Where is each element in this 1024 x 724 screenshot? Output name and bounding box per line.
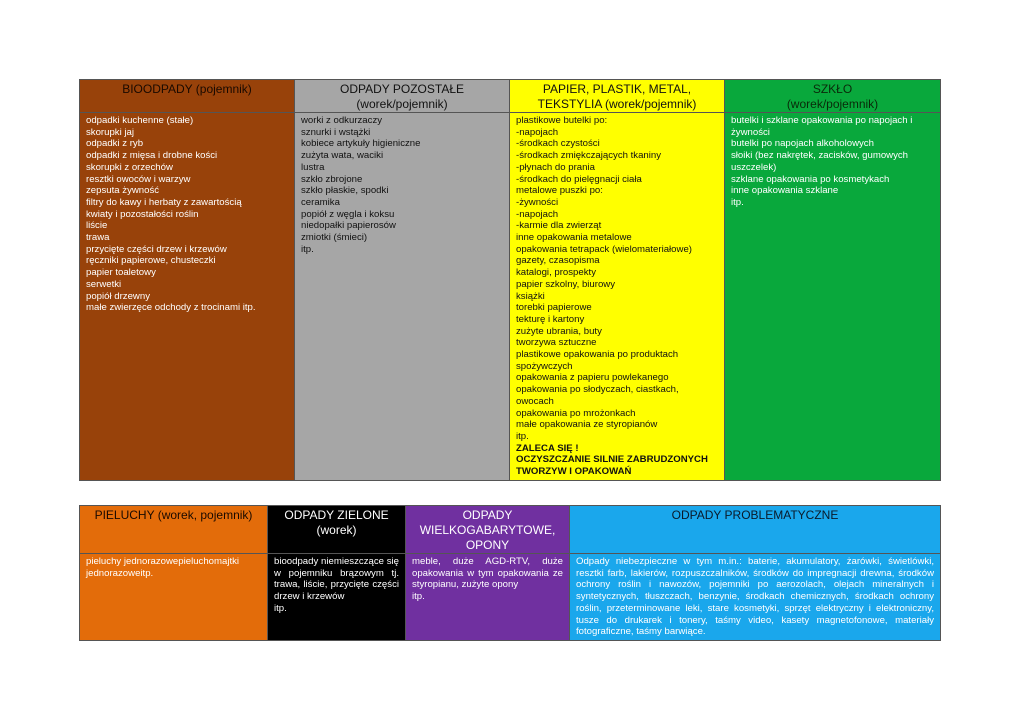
header-odpady-zielone: ODPADY ZIELONE (worek): [268, 506, 406, 554]
papier-list-item: plastikowe butelki po:: [516, 115, 608, 126]
bio-list-item: zepsuta żywność: [86, 185, 160, 197]
header-pieluchy: PIELUCHY (worek, pojemnik): [80, 506, 268, 554]
papier-list-item: -środkach do pielęgnacji ciała: [516, 173, 642, 185]
bio-items-cell: [80, 113, 295, 481]
papier-list-item: metalowe puszki po:: [516, 185, 603, 197]
problem-cell: [570, 554, 941, 641]
papier-list-item: torebki papierowe: [516, 302, 592, 314]
waste-table-main: [79, 79, 941, 481]
bio-list-item: odpadki z ryb: [86, 138, 144, 150]
wielko-cell: [406, 554, 570, 641]
papier-list-item: książki: [516, 290, 545, 302]
papier-list-item: małe opakowania ze styropianów: [516, 419, 658, 431]
papier-list-item: opakowania po mrożonkach: [516, 407, 636, 419]
pozostale-list-item: popiół z węgla i koksu: [301, 208, 395, 220]
waste-table-secondary: [79, 505, 941, 641]
papier-list-item: -napojach: [516, 208, 559, 220]
bio-list-item: odpadki kuchenne (stałe): [86, 115, 194, 126]
papier-list-item: itp.: [516, 430, 529, 442]
bio-list-item: małe zwierzęce odchody z trocinami itp.: [86, 302, 256, 314]
header-odpady-pozostale: ODPADY POZOSTAŁE (worek/pojemnik): [295, 80, 510, 113]
papier-list-item: opakowania z papieru powlekanego: [516, 372, 669, 384]
bio-list-item: skorupki jaj: [86, 126, 134, 138]
pozostale-list-item: niedopałki papierosów: [301, 220, 396, 232]
bio-list-item: trawa: [86, 232, 110, 244]
bio-list-item: serwetki: [86, 278, 122, 290]
papier-list-item: inne opakowania metalowe: [516, 232, 632, 244]
papier-list-item: -karmie dla zwierząt: [516, 220, 602, 232]
bio-list-item: filtry do kawy i herbaty z zawartością: [86, 196, 242, 208]
papier-list-item: -środkach czystości: [516, 138, 600, 150]
bio-list-item: odpadki z mięsa i drobne kości: [86, 150, 218, 162]
bio-list-item: popiół drzewny: [86, 290, 150, 302]
wielko-text: meble, duże AGD-RTV, duże opakowania w tym opakowania ze styropianu, zużyte opony: [412, 556, 563, 591]
papier-list-item: -żywności: [516, 196, 559, 208]
header-bioodpady: BIOODPADY (pojemnik): [80, 80, 295, 113]
bio-list-item: kwiaty i pozostałości roślin: [86, 208, 199, 220]
pozostale-list-item: ceramika: [301, 196, 340, 208]
papier-list-item: gazety, czasopisma: [516, 255, 600, 267]
pozostale-list-item: kobiece artykuły higieniczne: [301, 138, 421, 150]
pozostale-list-item: szkło zbrojone: [301, 173, 363, 185]
pozostale-list-item: sznurki i wstążki: [301, 126, 371, 138]
header-wielkogabarytowe: ODPADY WIELKOGABARYTOWE, OPONY: [406, 506, 570, 554]
pieluchy-list-item: itp.: [140, 567, 154, 579]
papier-list-item: katalogi, prospekty: [516, 267, 596, 279]
bio-list-item: papier toaletowy: [86, 267, 156, 279]
problem-text: Odpady niebezpieczne w tym m.in.: baterie, akumulatory, żarówki, świetlówki, resztki farb, lakierów, rozpuszczalników, środków do impregnacji drewna, środków ochrony roślin i nawozów, pojemniki po aerozolach, olejach mineralnych i syntetycznych, tłuszczach, benzynie, środkach chemicznych, środkach ochrony roślin, przeterminowane leki, stare kosmetyki, sprzęt elektryczny i elektroniczny, tusze do drukarek i tonery, taśmy video, kasety magnetofonowe, materiały fotograficzne, taśmy barwiące.: [576, 556, 934, 638]
header-szklo: SZKŁO (worek/pojemnik): [725, 80, 941, 113]
zielone-cell: [268, 554, 406, 641]
pieluchy-list-item: pieluchomajtki jednorazowe: [86, 556, 240, 579]
pieluchy-list-item: pieluchy jednorazowe: [86, 556, 179, 567]
header-problematyczne: ODPADY PROBLEMATYCZNE: [570, 506, 941, 554]
papier-list-item: papier szkolny, biurowy: [516, 278, 616, 290]
pozostale-list-item: worki z odkurzaczy: [301, 115, 383, 126]
pozostale-list-item: zmiotki (śmieci): [301, 232, 368, 244]
bio-list-item: ręczniki papierowe, chusteczki: [86, 255, 216, 267]
pozostale-items-cell: [295, 113, 510, 481]
papier-list-item: -środkach zmiękczających tkaniny: [516, 150, 662, 162]
papier-list-item: -napojach: [516, 126, 559, 138]
papier-list-item: opakowania tetrapack (wielomateriałowe): [516, 243, 692, 255]
papier-list-item: zużyte ubrania, buty: [516, 325, 602, 337]
szklo-list-item: inne opakowania szklane: [731, 185, 839, 197]
bio-list-item: przycięte części drzew i krzewów: [86, 243, 227, 255]
bio-list-item: skorupki z orzechów: [86, 161, 173, 173]
zielone-itp: itp.: [274, 602, 287, 614]
pieluchy-items-cell: [80, 554, 268, 641]
zielone-text: bioodpady niemieszczące się w pojemniku brązowym tj. trawa, liście, przycięte części drzew i krzewów: [274, 556, 399, 603]
szklo-items-cell: [725, 113, 941, 481]
pozostale-list-item: zużyta wata, waciki: [301, 150, 384, 162]
pozostale-list-item: itp.: [301, 243, 314, 255]
papier-list-item: tekturę i kartony: [516, 313, 585, 325]
wielko-itp: itp.: [412, 591, 425, 603]
papier-note-title: ZALECA SIĘ !: [516, 442, 579, 454]
papier-note-text: OCZYSZCZANIE SILNIE ZABRUDZONYCH TWORZYW I OPAKOWAŃ: [516, 454, 708, 478]
szklo-list-item: butelki i szklane opakowania po napojach i żywności: [731, 115, 913, 138]
szklo-list-item: słoiki (bez nakrętek, zacisków, gumowych uszczelek): [731, 150, 909, 173]
papier-list-item: opakowania po słodyczach, ciastkach, owocach: [516, 384, 679, 407]
bio-list-item: liście: [86, 220, 108, 232]
papier-items-cell: [510, 113, 725, 481]
pozostale-list-item: lustra: [301, 161, 325, 173]
papier-list-item: tworzywa sztuczne: [516, 337, 597, 349]
papier-list-item: plastikowe opakowania po produktach spożywczych: [516, 349, 679, 372]
pozostale-list-item: szkło płaskie, spodki: [301, 185, 389, 197]
header-papier-plastik: PAPIER, PLASTIK, METAL, TEKSTYLIA (worek/pojemnik): [510, 80, 725, 113]
szklo-list-item: szklane opakowania po kosmetykach: [731, 173, 890, 185]
papier-list-item: -płynach do prania: [516, 161, 595, 173]
szklo-list-item: butelki po napojach alkoholowych: [731, 138, 874, 150]
bio-list-item: resztki owoców i warzyw: [86, 173, 191, 185]
szklo-list-item: itp.: [731, 196, 744, 208]
